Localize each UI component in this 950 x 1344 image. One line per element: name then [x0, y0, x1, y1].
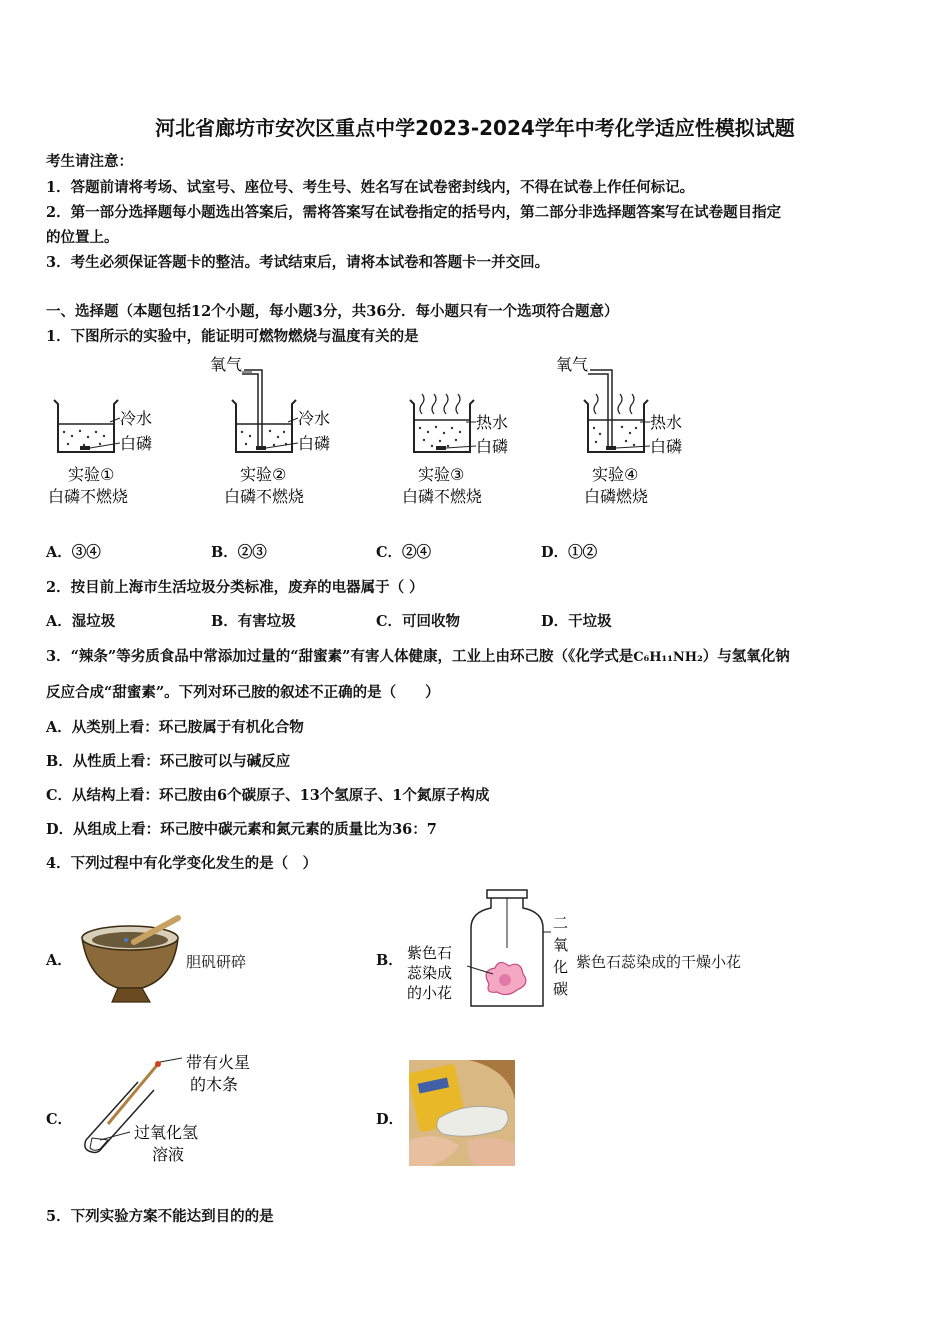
- fig1-result: 白磷不燃烧: [48, 487, 129, 506]
- beaker-experiment-2: [210, 355, 330, 506]
- q2-option-b[interactable]: B．有害垃圾: [211, 613, 296, 630]
- flask-right-label-4: 碳: [553, 980, 569, 998]
- fig4-name: 实验④: [592, 465, 639, 484]
- fig2-result: 白磷不燃烧: [224, 487, 305, 506]
- notice-1: 1．答题前请将考场、试室号、座位号、考生号、姓名写在试卷密封线内，不得在试卷上作任何标记。: [46, 179, 695, 196]
- fig3-p-label: 白磷: [476, 437, 509, 456]
- flask-right-label-2: 氧: [553, 936, 569, 954]
- fig2-name: 实验②: [240, 465, 287, 484]
- q4-option-d-label[interactable]: D．: [376, 1111, 404, 1128]
- q4-option-b-label[interactable]: B．: [376, 952, 403, 969]
- beaker-experiment-1: [48, 400, 152, 506]
- q1-option-c[interactable]: C．②④: [376, 544, 432, 561]
- fig4-gas-label: 氧气: [556, 355, 589, 374]
- flask-left-label-1: 紫色石: [407, 944, 453, 962]
- q5-stem: 5．下列实验方案不能达到目的的是: [46, 1208, 274, 1225]
- q3-stem-b: ）与氢氧化钠: [702, 648, 790, 665]
- test-tube-splint-image: [78, 1048, 268, 1170]
- solution-label-1: 过氧化氢: [134, 1123, 199, 1142]
- q2-option-c[interactable]: C．可回收物: [376, 613, 461, 630]
- fig1-p-label: 白磷: [120, 434, 153, 453]
- fig4-water-label: 热水: [650, 413, 683, 432]
- q1-option-d[interactable]: D．①②: [541, 544, 598, 561]
- q3-option-a[interactable]: A．从类别上看：环己胺属于有机化合物: [46, 719, 304, 736]
- q4-option-a-text: 胆矾研碎: [186, 953, 247, 971]
- notice-2: 2．第一部分选择题每小题选出答案后，需将答案写在试卷指定的括号内，第二部分非选择题答案写在试卷题目指定: [46, 204, 782, 221]
- mortar-pestle-image: [78, 912, 184, 1008]
- q3-stem-line1: [46, 647, 790, 668]
- q4-option-b-text: 紫色石蕊染成的干燥小花: [576, 953, 742, 971]
- flask-left-label-3: 的小花: [407, 984, 453, 1002]
- fig3-name: 实验③: [418, 465, 465, 484]
- fig2-p-label: 白磷: [298, 434, 331, 453]
- fig3-water-label: 热水: [476, 413, 509, 432]
- notice-title: 考生请注意：: [46, 153, 133, 170]
- fig1-name: 实验①: [68, 465, 115, 484]
- splint-label-2: 的木条: [190, 1075, 239, 1094]
- fig2-water-label: 冷水: [298, 409, 331, 428]
- q2-stem: 2．按目前上海市生活垃圾分类标准，废弃的电器属于（ ）: [46, 579, 424, 596]
- q1-option-a[interactable]: A．③④: [46, 544, 101, 561]
- fig1-water-label: 冷水: [120, 409, 153, 428]
- flask-left-label-2: 蕊染成: [407, 964, 453, 982]
- fig4-result: 白磷燃烧: [584, 487, 649, 506]
- flask-right-label-3: 化: [553, 958, 569, 976]
- q4-option-c-label[interactable]: C．: [46, 1111, 73, 1128]
- fig3-result: 白磷不燃烧: [402, 487, 483, 506]
- q4-option-a-label[interactable]: A．: [46, 952, 72, 969]
- notice-3: 3．考生必须保证答题卡的整洁。考试结束后，请将本试卷和答题卡一并交回。: [46, 254, 550, 271]
- page-title: 河北省廊坊市安次区重点中学2023-2024学年中考化学适应性模拟试题: [155, 116, 795, 140]
- q1-experiment-figures: [40, 352, 920, 512]
- beaker-experiment-3: [402, 394, 508, 506]
- flask-right-label-1: 二: [553, 914, 569, 932]
- q4-stem: 4．下列过程中有化学变化发生的是（ ）: [46, 855, 318, 872]
- sealing-clip-photo: [409, 1060, 515, 1166]
- q3-option-d[interactable]: D．从组成上看：环己胺中碳元素和氮元素的质量比为36：7: [46, 821, 437, 838]
- fig4-p-label: 白磷: [650, 437, 683, 456]
- q1-option-b[interactable]: B．②③: [211, 544, 267, 561]
- q3-option-b[interactable]: B．从性质上看：环己胺可以与碱反应: [46, 753, 291, 770]
- q2-option-d[interactable]: D．干垃圾: [541, 613, 612, 630]
- q2-option-a[interactable]: A．湿垃圾: [46, 613, 116, 630]
- beaker-experiment-4: [556, 355, 682, 506]
- q3-option-c[interactable]: C．从结构上看：环己胺由6个碳原子、13个氢原子、1个氮原子构成: [46, 787, 490, 804]
- q3-stem-line2: 反应合成“甜蜜素”。下列对环己胺的叙述不正确的是（ ）: [46, 684, 440, 701]
- notice-2-cont: 的位置上。: [46, 229, 119, 246]
- fig2-gas-label: 氧气: [210, 355, 243, 374]
- q1-stem: 1．下图所示的实验中，能证明可燃物燃烧与温度有关的是: [46, 328, 419, 345]
- q3-stem-a: 3．“辣条”等劣质食品中常添加过量的“甜蜜素”有害人体健康，工业上由环己胺（《化学式是: [46, 648, 634, 665]
- section-heading: 一、选择题（本题包括12个小题，每小题3分，共36分．每小题只有一个选项符合题意）: [46, 303, 619, 320]
- flask-co2-flower-image: [405, 888, 575, 1012]
- q3-formula: C₆H₁₁NH₂: [633, 650, 703, 665]
- solution-label-2: 溶液: [152, 1145, 185, 1164]
- splint-label-1: 带有火星: [186, 1053, 251, 1072]
